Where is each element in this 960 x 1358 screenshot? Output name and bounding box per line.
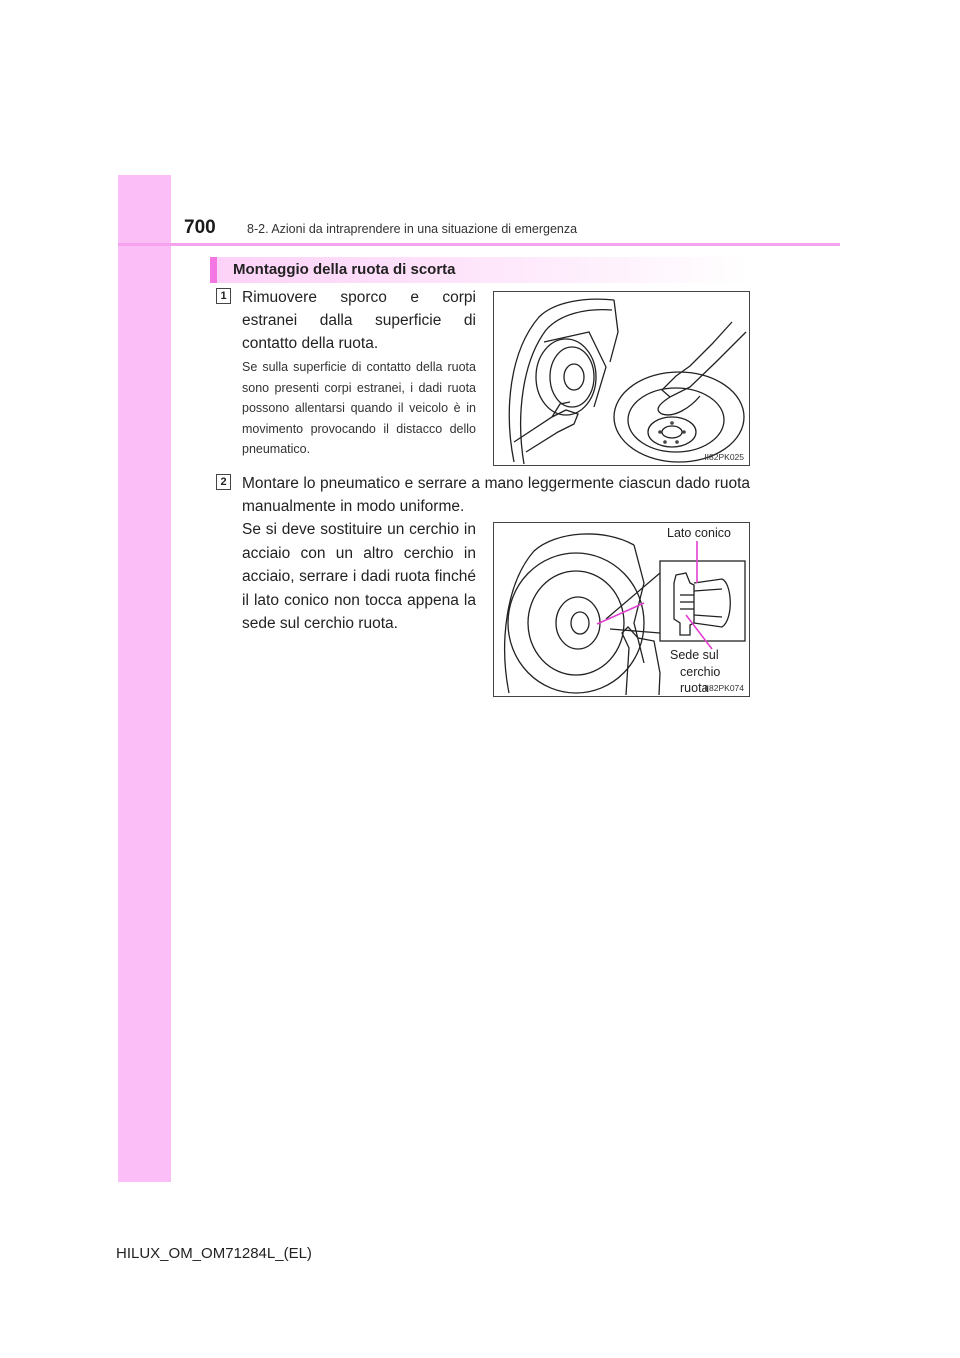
callout-lato-conico: Lato conico xyxy=(667,526,731,540)
step-1-text: Rimuovere sporco e corpi estranei dalla superficie di contatto della ruota. xyxy=(242,289,476,352)
figure-mount-wheel-nuts xyxy=(493,522,750,697)
page-number: 700 xyxy=(184,217,216,238)
callout-sede-line2: cerchio ruota xyxy=(680,665,721,695)
step-2-note: Se si deve sostituire un cerchio in acciaio con un altro cerchio in acciaio, serrare i dadi ruota finché il lato conico non tocca appena la sede sul cerchio ruota. xyxy=(242,521,476,632)
figure-clean-wheel-surface xyxy=(493,291,750,466)
step-1-note: Se sulla superficie di contatto della ruota sono presenti corpi estranei, i dadi ruota possono allentarsi quando il veicolo è in movimento provocando il distacco dello pneumatico. xyxy=(242,360,476,456)
callout-sede-line1: Sede sul xyxy=(670,648,719,662)
step-number-1: 1 xyxy=(216,288,231,304)
section-title: Montaggio della ruota di scorta xyxy=(233,261,456,278)
chapter-title: 8-2. Azioni da intraprendere in una situazione di emergenza xyxy=(247,222,578,236)
step-2-text: Montare lo pneumatico e serrare a mano leggermente ciascun dado ruota manualmente in modo uniforme. xyxy=(242,475,750,515)
section-heading-bar xyxy=(210,257,750,283)
side-tab-bar xyxy=(118,175,171,1182)
header-divider xyxy=(118,243,840,246)
document-code: HILUX_OM_OM71284L_(EL) xyxy=(116,1245,312,1262)
step-number-2: 2 xyxy=(216,474,231,490)
figure-code: II82PK074 xyxy=(704,683,744,693)
figure-code: II82PK025 xyxy=(704,452,744,462)
wheel-cleaning-illustration xyxy=(494,292,750,466)
